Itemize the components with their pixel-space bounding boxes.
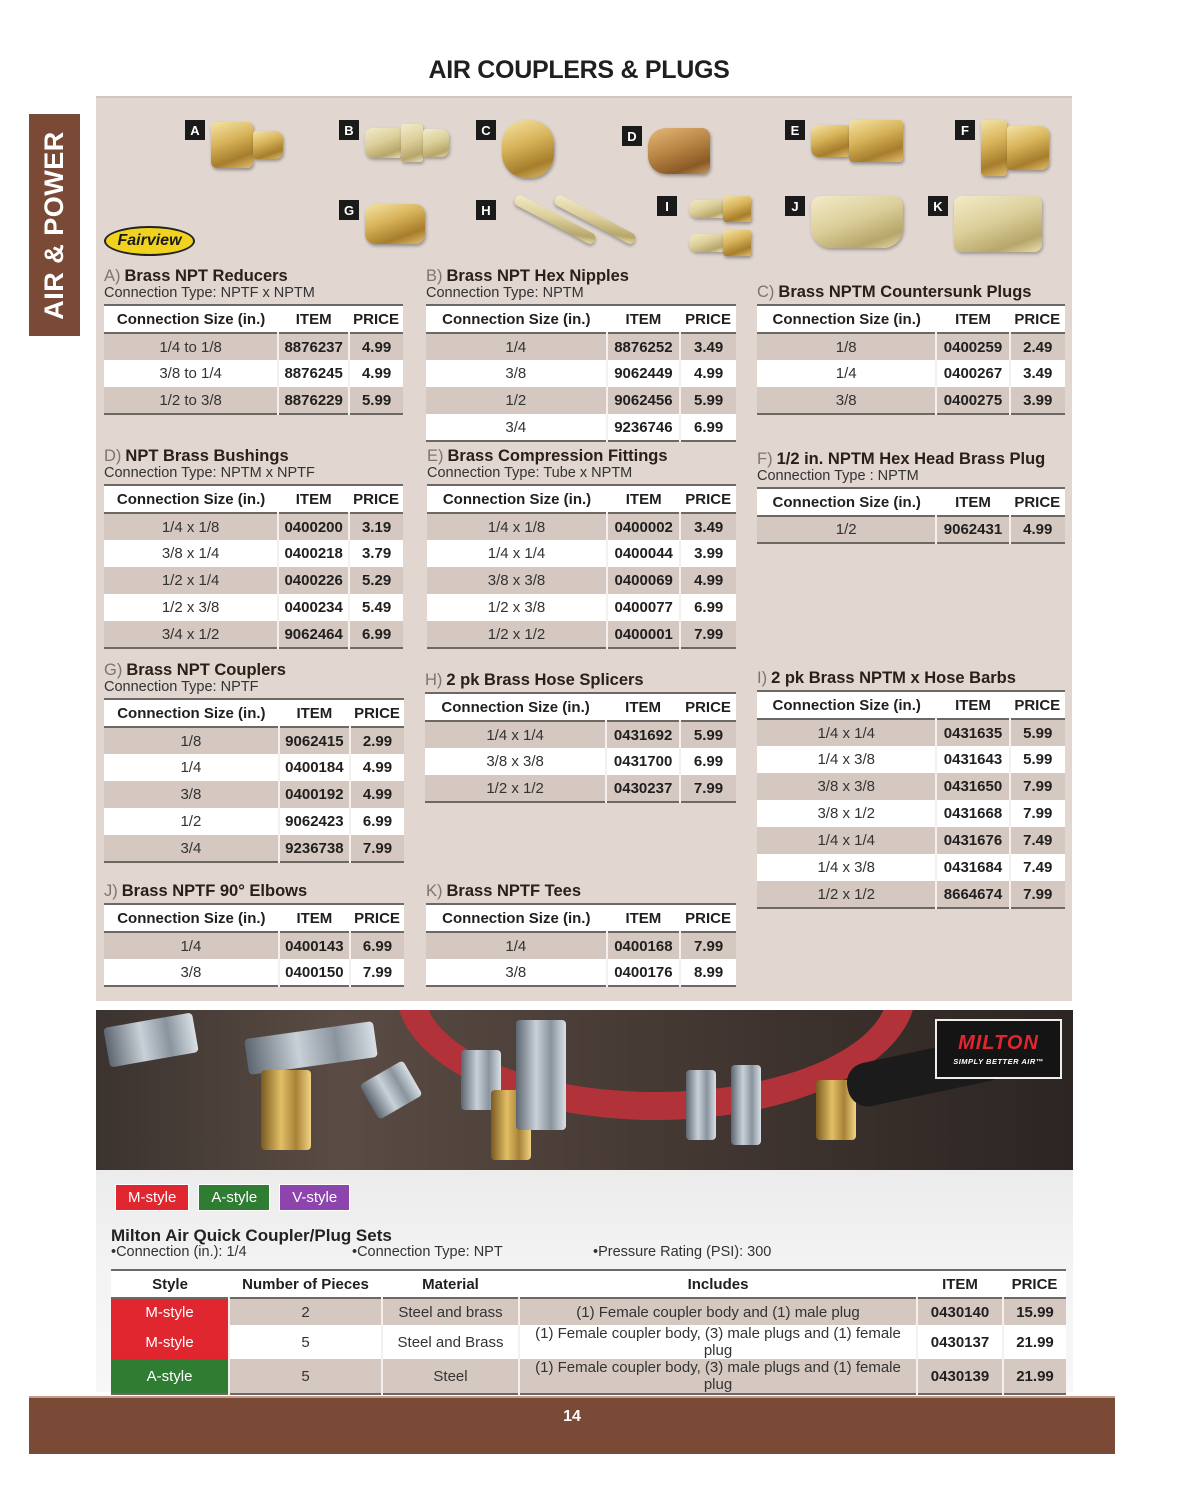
- image-label-b: B: [339, 120, 359, 140]
- section-k-tees: [426, 882, 736, 987]
- image-label-i: I: [657, 196, 677, 216]
- steel-coupler-image: [103, 1012, 199, 1067]
- milton-section-title: Milton Air Quick Coupler/Plug Sets: [111, 1226, 392, 1245]
- connection-type: Connection Type: NPTF x NPTM: [104, 285, 315, 301]
- section-h-hose-splicers: [425, 671, 736, 803]
- section-e-compression-fittings: [427, 447, 736, 649]
- table-row: 1/4 8876252 3.49: [426, 333, 736, 360]
- spec-connection: •Connection (in.): 1/4: [111, 1244, 247, 1260]
- table-row: 1/4 x 1/4 0431692 5.99: [425, 721, 736, 748]
- countersunk-plug-icon: [502, 120, 554, 178]
- section-a-reducers: [104, 267, 403, 415]
- table-row: 1/2 9062431 4.99: [757, 516, 1065, 543]
- m-style-badge: M-style: [115, 1184, 189, 1211]
- image-label-a: A: [185, 120, 205, 140]
- page-title: AIR COUPLERS & PLUGS: [428, 56, 730, 84]
- product-image-j: [785, 196, 903, 248]
- page-footer: [29, 1396, 1115, 1454]
- table-row: 1/4 x 1/4 0431676 7.49: [757, 827, 1065, 854]
- price-table: Connection Size (in.) ITEM PRICE 1/4 to 1/8 8876237 4.99 3/8 to 1/4 8876245 4.99 1/2 to 3/8 8876229 5.99: [104, 304, 403, 415]
- section-f-hex-head-plug: [757, 450, 1065, 544]
- table-row: A-style 5 Steel (1) Female coupler body, (3) male plugs and (1) female plug 0430139 21.99: [111, 1359, 1066, 1394]
- table-row: 1/2 x 1/4 0400226 5.29: [104, 567, 403, 594]
- price-table: Connection Size (in.) ITEM PRICE 1/4 x 1/4 0431692 5.99 3/8 x 3/8 0431700 6.99 1/2 x 1/2 0430237 7.99: [425, 692, 736, 803]
- section-c-countersunk-plugs: [757, 283, 1065, 415]
- section-title: A) Brass NPT Reducers: [104, 267, 288, 285]
- side-tab-label: AIR & POWER: [39, 130, 70, 320]
- product-image-e: [785, 120, 903, 162]
- image-label-j: J: [785, 196, 805, 216]
- table-row: 1/4 0400267 3.49: [757, 360, 1065, 387]
- v-style-badge: V-style: [279, 1184, 350, 1211]
- table-row: 3/8 x 3/8 0431700 6.99: [425, 748, 736, 775]
- image-label-c: C: [476, 120, 496, 140]
- section-b-hex-nipples: [426, 267, 736, 442]
- table-row: 1/4 x 1/8 0400200 3.19: [104, 513, 403, 540]
- table-row: 3/8 x 1/2 0431668 7.99: [757, 800, 1065, 827]
- connection-type: Connection Type: NPTM x NPTF: [104, 465, 315, 481]
- table-row: 1/2 9062423 6.99: [104, 808, 404, 835]
- price-table: Connection Size (in.) ITEM PRICE 1/4 x 1/4 0431635 5.99 1/4 x 3/8 0431643 5.99 3/8 x 3/8 0431650 7.99 3/8 x 1/2 0431668 7.99 1/4 x 1/4 0431676 7.49 1/4 x 3/8 0431684 7.49 1/2 x 1/2 8664674 7.99: [757, 690, 1065, 909]
- price-table: Connection Size (in.) ITEM PRICE 1/4 0400143 6.99 3/8 0400150 7.99: [104, 903, 404, 987]
- hose-barb-icon: [689, 196, 751, 256]
- table-row: 3/4 x 1/2 9062464 6.99: [104, 621, 403, 648]
- reducer-fitting-icon: [211, 122, 283, 168]
- style-m: M-style: [111, 1325, 229, 1359]
- table-row: 1/2 x 1/2 0430237 7.99: [425, 775, 736, 802]
- table-row: 1/4 x 3/8 0431684 7.49: [757, 854, 1065, 881]
- style-a: A-style: [111, 1359, 229, 1394]
- image-label-f: F: [955, 120, 975, 140]
- table-row: 1/4 x 1/4 0431635 5.99: [757, 719, 1065, 746]
- connection-type: Connection Type: NPTM: [426, 285, 584, 301]
- product-image-c: [476, 120, 554, 178]
- milton-product-photo: [96, 1010, 1073, 1170]
- table-row: 3/8 to 1/4 8876245 4.99: [104, 360, 403, 387]
- table-row: 1/4 x 1/4 0400044 3.99: [427, 540, 736, 567]
- section-g-couplers: [104, 661, 404, 863]
- product-image-a: [185, 120, 283, 168]
- table-row: 1/2 to 3/8 8876229 5.99: [104, 387, 403, 414]
- coupler-icon: [365, 204, 425, 244]
- table-row: 1/4 0400168 7.99: [426, 932, 736, 959]
- table-row: 1/4 0400184 4.99: [104, 754, 404, 781]
- table-row: 3/8 9062449 4.99: [426, 360, 736, 387]
- section-title: B) Brass NPT Hex Nipples: [426, 267, 629, 285]
- table-row: 1/4 x 1/8 0400002 3.49: [427, 513, 736, 540]
- steel-coupler-image: [244, 1021, 378, 1075]
- bushing-icon: [648, 128, 710, 174]
- product-image-g: [339, 200, 425, 244]
- style-legend: [115, 1184, 350, 1211]
- product-image-f: [955, 120, 1049, 176]
- table-row: 3/8 0400150 7.99: [104, 959, 404, 986]
- section-i-hose-barbs: [757, 669, 1065, 909]
- a-style-badge: A-style: [198, 1184, 270, 1211]
- section-title: D) NPT Brass Bushings: [104, 447, 289, 465]
- price-table: Connection Size (in.) ITEM PRICE 1/8 9062415 2.99 1/4 0400184 4.99 3/8 0400192 4.99 1/2 9062423 6.99 3/4 9236738 7.99: [104, 698, 404, 863]
- price-table: Connection Size (in.) ITEM PRICE 1/4 8876252 3.49 3/8 9062449 4.99 1/2 9062456 5.99 3/4 9236746 6.99: [426, 304, 736, 442]
- table-row: 3/8 0400192 4.99: [104, 781, 404, 808]
- table-row: 1/4 to 1/8 8876237 4.99: [104, 333, 403, 360]
- fairview-logo: Fairview: [104, 226, 195, 256]
- table-row: 3/8 x 1/4 0400218 3.79: [104, 540, 403, 567]
- connection-type: Connection Type : NPTM: [757, 468, 919, 484]
- price-table: Connection Size (in.) ITEM PRICE 1/8 0400259 2.49 1/4 0400267 3.49 3/8 0400275 3.99: [757, 304, 1065, 415]
- compression-fitting-icon: [811, 120, 903, 162]
- section-d-bushings: [104, 447, 403, 649]
- tee-fitting-icon: [954, 196, 1042, 252]
- section-title: F) 1/2 in. NPTM Hex Head Brass Plug: [757, 450, 1046, 468]
- image-label-d: D: [622, 126, 642, 146]
- price-table: Connection Size (in.) ITEM PRICE 1/4 x 1/8 0400200 3.19 3/8 x 1/4 0400218 3.79 1/2 x 1/4 0400226 5.29 1/2 x 3/8 0400234 5.49 3/4 x 1/2 9062464 6.99: [104, 484, 403, 649]
- section-title: C) Brass NPTM Countersunk Plugs: [757, 283, 1032, 301]
- table-row: 1/2 x 3/8 0400077 6.99: [427, 594, 736, 621]
- brass-coupler-image: [261, 1070, 311, 1150]
- product-image-i: [657, 196, 751, 256]
- table-row: 1/4 x 3/8 0431643 5.99: [757, 746, 1065, 773]
- table-row: 1/4 0400143 6.99: [104, 932, 404, 959]
- image-label-g: G: [339, 200, 359, 220]
- table-row: 1/8 0400259 2.49: [757, 333, 1065, 360]
- table-row: 3/8 x 3/8 0431650 7.99: [757, 773, 1065, 800]
- section-title: H) 2 pk Brass Hose Splicers: [425, 671, 644, 689]
- elbow-fitting-icon: [811, 196, 903, 248]
- milton-table: Style Number of Pieces Material Includes ITEM PRICE M-style 2 Steel and brass (1) Female coupler body and (1) male plug 0430140 15.99 M-style 5 Steel and Brass (1) Female coupler body, (3) male plugs and (1) female plug 0430137 21.99 A-style 5 Steel (1) Female coupler body, (3) male plugs and (1) female plug 0430139 21.99: [111, 1266, 1066, 1395]
- image-label-h: H: [476, 200, 496, 220]
- image-label-k: K: [928, 196, 948, 216]
- section-title: K) Brass NPTF Tees: [426, 882, 581, 900]
- table-row: 1/2 9062456 5.99: [426, 387, 736, 414]
- section-title: I) 2 pk Brass NPTM x Hose Barbs: [757, 669, 1016, 687]
- price-table: Connection Size (in.) ITEM PRICE 1/4 x 1/8 0400002 3.49 1/4 x 1/4 0400044 3.99 3/8 x 3/8 0400069 4.99 1/2 x 3/8 0400077 6.99 1/2 x 1/2 0400001 7.99: [427, 484, 736, 649]
- table-row: 3/4 9236738 7.99: [104, 835, 404, 862]
- table-row: 3/8 0400275 3.99: [757, 387, 1065, 414]
- table-row: M-style 2 Steel and brass (1) Female coupler body and (1) male plug 0430140 15.99: [111, 1298, 1066, 1325]
- spec-pressure-rating: •Pressure Rating (PSI): 300: [593, 1244, 772, 1260]
- table-row: 3/4 9236746 6.99: [426, 414, 736, 441]
- table-row: 1/2 x 1/2 8664674 7.99: [757, 881, 1065, 908]
- spec-connection-type: •Connection Type: NPT: [352, 1244, 503, 1260]
- section-side-tab: [29, 114, 80, 336]
- page-number: 14: [563, 1408, 581, 1425]
- connection-type: Connection Type: Tube x NPTM: [427, 465, 633, 481]
- steel-plug-image: [731, 1065, 761, 1145]
- price-table: Connection Size (in.) ITEM PRICE 1/4 0400168 7.99 3/8 0400176 8.99: [426, 903, 736, 987]
- hose-splicer-icon: [502, 200, 642, 256]
- hex-head-plug-icon: [981, 120, 1049, 176]
- image-label-e: E: [785, 120, 805, 140]
- steel-coupler-image: [516, 1020, 566, 1130]
- table-row: 1/2 x 3/8 0400234 5.49: [104, 594, 403, 621]
- table-row: 3/8 x 3/8 0400069 4.99: [427, 567, 736, 594]
- product-image-k: [928, 196, 1042, 252]
- milton-logo: MILTON SIMPLY BETTER AIR™: [935, 1019, 1062, 1079]
- section-title: G) Brass NPT Couplers: [104, 661, 286, 679]
- product-image-b: [339, 120, 449, 162]
- table-row: 3/8 0400176 8.99: [426, 959, 736, 986]
- price-table: Connection Size (in.) ITEM PRICE 1/2 9062431 4.99: [757, 487, 1065, 544]
- section-j-elbows: [104, 882, 404, 987]
- steel-plug-image: [686, 1070, 716, 1140]
- hex-nipple-icon: [365, 124, 449, 162]
- product-image-h: [476, 200, 642, 256]
- section-title: E) Brass Compression Fittings: [427, 447, 668, 465]
- section-title: J) Brass NPTF 90° Elbows: [104, 882, 308, 900]
- connection-type: Connection Type: NPTF: [104, 679, 259, 695]
- table-row: 1/2 x 1/2 0400001 7.99: [427, 621, 736, 648]
- steel-fitting-image: [359, 1060, 422, 1120]
- table-row: M-style 5 Steel and Brass (1) Female coupler body, (3) male plugs and (1) female plug 0430137 21.99: [111, 1325, 1066, 1359]
- style-m: M-style: [111, 1298, 229, 1325]
- table-row: 1/8 9062415 2.99: [104, 727, 404, 754]
- product-image-d: [622, 126, 710, 174]
